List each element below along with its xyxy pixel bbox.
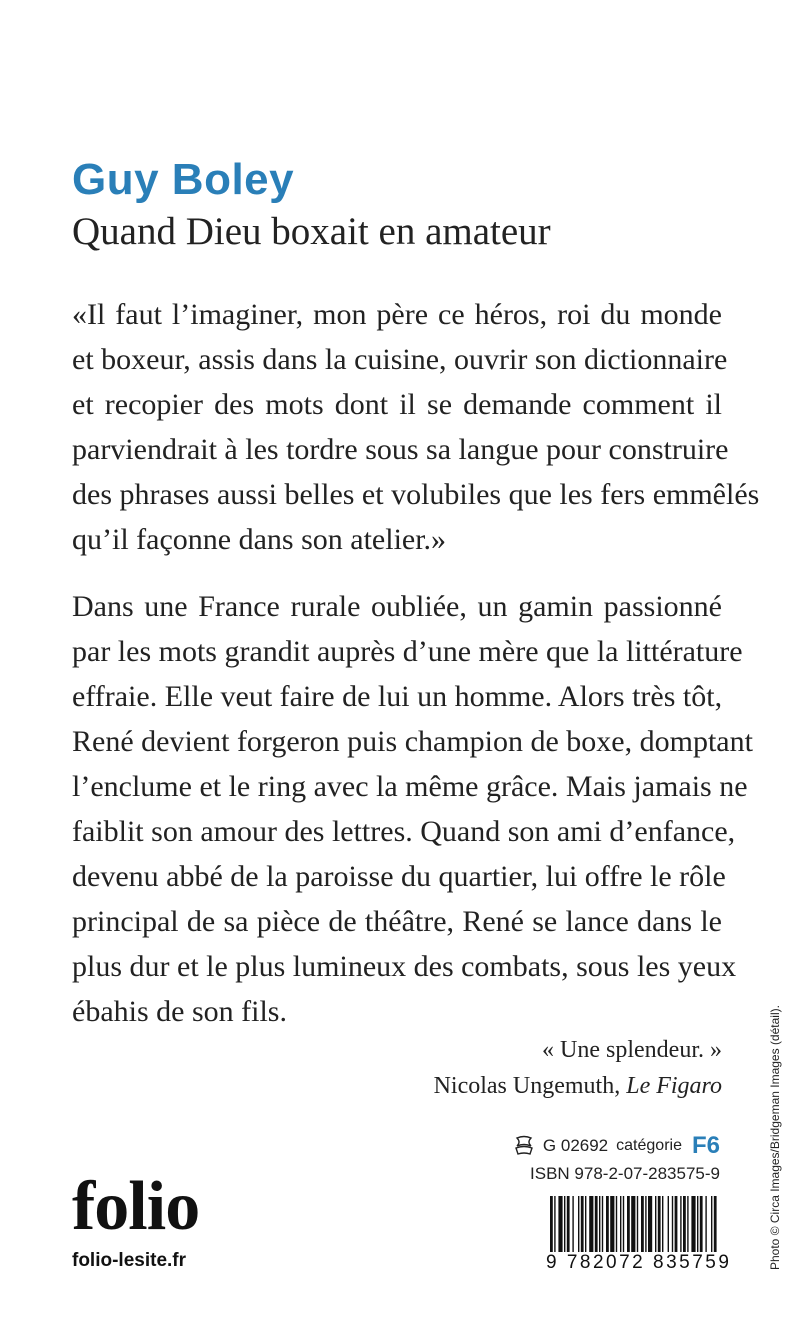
excerpt-quote bbox=[72, 292, 760, 562]
barcode-bar bbox=[714, 1196, 717, 1252]
quote-line: parviendrait à les tordre sous sa langue pour construire bbox=[72, 433, 729, 466]
barcode-bar bbox=[687, 1196, 688, 1252]
barcode-bar bbox=[631, 1196, 635, 1252]
catalog-info bbox=[513, 1132, 720, 1160]
barcode-bar bbox=[620, 1196, 621, 1252]
isbn: ISBN 978-2-07-283575-9 bbox=[530, 1164, 720, 1183]
publisher-logo: folio bbox=[72, 1168, 200, 1245]
barcode-bar bbox=[578, 1196, 579, 1252]
barcode-bar bbox=[623, 1196, 624, 1252]
barcode-bar bbox=[564, 1196, 565, 1252]
summary-line: principal de sa pièce de théâtre, René se lance dans le bbox=[72, 905, 722, 938]
quote-line: et boxeur, assis dans la cuisine, ouvrir son dictionnaire bbox=[72, 343, 728, 376]
summary-line: par les mots grandit auprès d’une mère que la littérature bbox=[72, 635, 743, 668]
summary-line: René devient forgeron puis champion de boxe, domptant bbox=[72, 725, 753, 758]
barcode-bar bbox=[595, 1196, 598, 1252]
barcode-bar bbox=[655, 1196, 656, 1252]
barcode-bar bbox=[589, 1196, 593, 1252]
barcode-bar bbox=[637, 1196, 638, 1252]
quote-line: et recopier des mots dont il se demande comment il bbox=[72, 388, 722, 421]
category-code: F6 bbox=[691, 1132, 720, 1159]
quote-line: qu’il façonne dans son atelier.» bbox=[72, 523, 447, 556]
publisher-website: folio-lesite.fr bbox=[72, 1250, 187, 1271]
barcode-bar bbox=[705, 1196, 706, 1252]
barcode-bar bbox=[648, 1196, 652, 1252]
barcode-bar bbox=[599, 1196, 600, 1252]
quote-line: «Il faut l’imaginer, mon père ce héros, roi du monde bbox=[72, 298, 722, 331]
book-title: Quand Dieu boxait en amateur bbox=[72, 210, 551, 253]
barcode-bar bbox=[602, 1196, 603, 1252]
category-label: catégorie bbox=[616, 1137, 682, 1154]
barcode-bar bbox=[567, 1196, 570, 1252]
barcode-bar bbox=[680, 1196, 681, 1252]
barcode-bar bbox=[691, 1196, 695, 1252]
barcode-bar bbox=[641, 1196, 644, 1252]
barcode-bar bbox=[662, 1196, 663, 1252]
barcode-bar bbox=[558, 1196, 562, 1252]
summary-line: faiblit son amour des lettres. Quand son ami d’enfance, bbox=[72, 815, 736, 848]
barcode-bar bbox=[585, 1196, 586, 1252]
summary-line: ébahis de son fils. bbox=[72, 995, 287, 1028]
author-name: Guy Boley bbox=[72, 155, 295, 204]
barcode-bar bbox=[675, 1196, 678, 1252]
gallimard-logo-icon bbox=[513, 1135, 535, 1157]
barcode-bar bbox=[554, 1196, 555, 1252]
press-attribution bbox=[434, 1068, 722, 1104]
barcode-bar bbox=[700, 1196, 703, 1252]
summary-line: plus dur et le plus lumineux des combats, sous les yeux bbox=[72, 950, 737, 983]
summary-line: effraie. Elle veut faire de lui un homme. Alors très tôt, bbox=[72, 680, 723, 713]
press-source: Le Figaro bbox=[626, 1073, 722, 1099]
barcode-bar bbox=[711, 1196, 712, 1252]
barcode-bar bbox=[616, 1196, 617, 1252]
summary-line: l’enclume et le ring avec la même grâce. Mais jamais ne bbox=[72, 770, 748, 803]
barcode-bar bbox=[672, 1196, 673, 1252]
barcode-bar bbox=[606, 1196, 609, 1252]
press-review bbox=[434, 1032, 722, 1104]
barcode-digits: 9 782072 835759 bbox=[546, 1252, 732, 1273]
summary-line: devenu abbé de la paroisse du quartier, lui offre le rôle bbox=[72, 860, 726, 893]
summary-line: Dans une France rurale oubliée, un gamin passionné bbox=[72, 590, 722, 623]
barcode-bar bbox=[658, 1196, 661, 1252]
barcode-bar bbox=[668, 1196, 669, 1252]
barcode-bar bbox=[683, 1196, 686, 1252]
barcode-bar bbox=[572, 1196, 573, 1252]
barcode-bar bbox=[581, 1196, 584, 1252]
barcode-bar bbox=[627, 1196, 630, 1252]
press-quote: « Une splendeur. » bbox=[542, 1037, 722, 1063]
book-summary bbox=[72, 584, 753, 1034]
barcode-bar bbox=[645, 1196, 646, 1252]
barcode-bar bbox=[697, 1196, 698, 1252]
catalog-code: G 02692 bbox=[542, 1136, 609, 1155]
quote-line: des phrases aussi belles et volubiles que les fers emmêlés bbox=[72, 478, 760, 511]
photo-credit: Photo © Circa Images/Bridgeman Images (détail). bbox=[768, 1005, 782, 1270]
press-author: Nicolas Ungemuth, bbox=[433, 1073, 627, 1099]
barcode-bar bbox=[610, 1196, 614, 1252]
barcode-bar bbox=[550, 1196, 553, 1252]
